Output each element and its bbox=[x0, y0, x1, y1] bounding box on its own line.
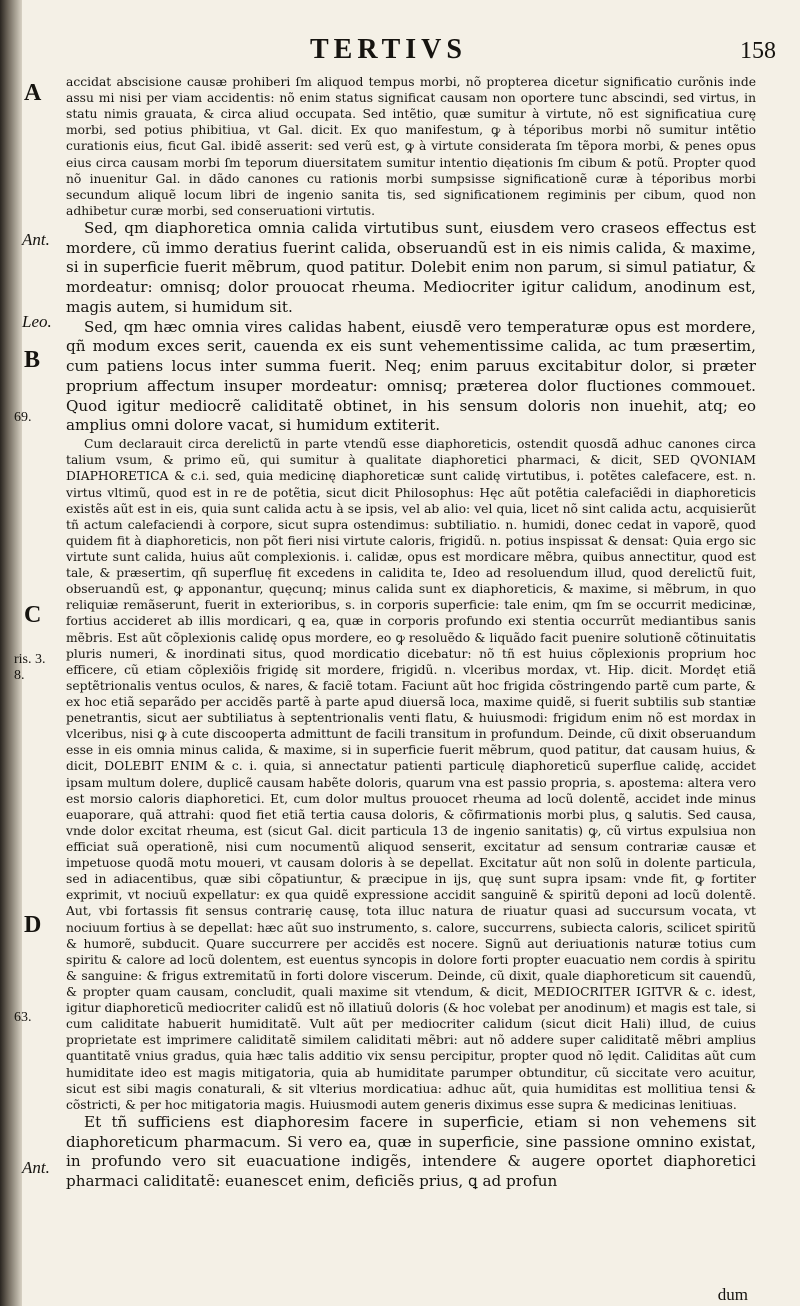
margin-ref-63: 63. bbox=[14, 1010, 32, 1025]
section-letter-b: B bbox=[24, 347, 41, 373]
margin-note-ant: Ant. bbox=[22, 230, 50, 249]
margin-ref-ris3: ris. 3. bbox=[14, 652, 46, 667]
text-body bbox=[66, 74, 756, 1192]
margin-note-ant-2: Ant. bbox=[22, 1158, 50, 1177]
catchword: dum bbox=[717, 1285, 748, 1304]
margin-ref-69: 69. bbox=[14, 410, 32, 425]
paragraph-text-leoniceno: Sed, qm hæc omnia vires calidas habent, eiusdẽ vero temperaturæ opus est mordere, qñ modum exces serit, cauenda ex eis sunt vehementissime calida, ac tum præsertim, cum patiens locus inter summa fuerit. Neq; enim paruus excitabitur dolor, si præter proprium affectum insuper mordeatur: omnisq; præterea dolor fluctiones commouet. Quod igitur mediocrẽ caliditatẽ obtinet, in his sensum doloris non inuehit, atq; eo amplius omni dolore vacat, si humidum extiterit. bbox=[66, 317, 756, 435]
paragraph-commentary: Cum declarauit circa derelictũ in parte vtendũ esse diaphoreticis, ostendit quosdã adhuc canones circa talium vsum, & primo eũ, qui sumitur à qualitate diaphoretici pharmaci, & dicit, SED QVONIAM DIAPHORETICA & c.i. sed, quia medicinę diaphoreticæ sunt calidę virtutibus, i. potẽtes calefacere, est. n. virtus vltimũ, quod est in re de potẽtia, sicut dicit Philosophus: Hęc aũt potẽtia calefaciẽdi in diaphoreticis existẽs aũt est in eis, quia sunt calida actu à se ipsis, vel ab alio: vel quia, licet nõ sint calida actu, acquisierũt tñ actum calefaciendi à corpore, sicut supra ostendimus: subtiliatio. n. humidi, donec cedat in vaporẽ, quod quidem fit à diaphoreticis, non põt fieri nisi virtute caloris, frigidũ. n. potius inspissat & densat: Quia ergo sic virtute sunt calida, huius aũt complexionis. i. calidæ, opus est mordicare mẽbra, quibus annectitur, quod est tale, & præsertim, qñ superfluę fit excedens in calidita te, Ideo ad resoluendum illud, quod derelictũ fuit, obseruandũ est, ꝙ apponantur, quęcunq; minus calida sunt ex diaphoreticis, & maxime, si mẽbrum, in quo reliquiæ remãserunt, fuerit in exterioribus, s. in corporis superficie: tale enim, qm ſm se occurrit medicinæ, fortius accideret ab illis mordicari, ꝗ ea, quæ in corporis profundo exi stentia occurrũt mediantibus sanis mẽbris. Est aũt cõplexionis calidę opus mordere, eo ꝙ resoluẽdo & liquãdo facit puenire solutionẽ cõtinuitatis pluris numeri, & inordinati situs, quod mordicatio dicebatur: nõ tñ est huius cõplexionis proprium hoc efficere, cũ etiam cõplexiõis frigidę sit mordere, frigidũ. n. vlceribus mordax, vt. Hip. dicit. Mordęt etiã septẽtrionalis ventus oculos, & nares, & faciẽ totam. Faciunt aũt hoc frigida cõstringendo partẽ cum parte, & ex hoc etiã separãdo per accidẽs partẽ à parte apud diuersã loca, maxime quidẽ, si fuerit subtilis sub stantiæ penetrantis, sicut aer subtiliatus à septentrionalis venti flatu, & huiusmodi: frigidum enim nõ est mordax in vlceribus, nisi ꝙ à cute discooperta admittunt de facili transitum in profundum. Deinde, cũ dixit obseruandum esse in eis omnia minus calida, & maxime, si in superficie fuerit mẽbrum, quod patitur, dat causam huius, & dicit, DOLEBIT ENIM & c. i. quia, si annectatur patienti particulę diaphoreticũ superflue calidę, accidet ipsam multum dolere, duplicẽ causam habẽte doloris, quarum vna est passio propria, s. apostema: altera vero est morsio caloris diaphoretici. Et, cum dolor multus prouocet rheuma ad locũ dolentẽ, accidet inde minus euaporare, quã attrahi: quod fiet etiã tertia causa doloris, & cõfirmationis morbi plus, ꝗ salutis. Sed causa, vnde dolor excitat rheuma, est (sicut Gal. dicit particula 13 de ingenio sanitatis) ꝙ, cũ virtus expulsiua non efficiat suã operationẽ, nisi cum nocumentũ aliquod senserit, excitatur ad sensum contrariæ causæ et impetuose quodã motu moueri, vt causam doloris à se depellat. Excitatur aũt non solũ in dolente particula, sed in adiacentibus, quæ sibi cõpatiuntur, & præcipue in ijs, quę sunt supra ipsam: vnde fit, ꝙ fortiter exprimit, vt nociuũ expellatur: ex qua quidẽ expressione accidit sanguinẽ & spiritũ deponi ad locũ dolentẽ. Aut, vbi fortassis fit sensus contrarię causę, tota illuc natura de riuatur quasi ad succursum vocata, vt nociuum fortius à se depellat: hæc aũt suo instrumento, s. calore, succurrens, subiecta caloris, scilicet spiritũ & humorẽ, subducit. Quare succurrere per accidẽs est nocere. Signũ aut deriuationis naturæ totius cum spiritu & calore ad locũ dolentem, est euentus syncopis in dolore forti propter euacuatio nem cordis à spiritu & sanguine: & frigus extremitatũ in forti dolore viscerum. Deinde, cũ dixit, quale diaphoreticum sit cauendũ, & propter quam causam, concludit, quali maxime sit vtendum, & dicit, MEDIOCRITER IGITVR & c. idest, igitur diaphoreticũ mediocriter calidũ est nõ illatiuũ doloris (& hoc volebat per anodinum) et magis est tale, si cum caliditate habuerit humiditatẽ. Vult aũt per mediocriter calidum (sicut dicit Hali) illud, de cuius proprietate est imprimere caliditatẽ similem caliditati mẽbri: aut nõ addere super caliditatẽ mẽbri amplius quantitatẽ vnius gradus, quia hæc talis additio vix sensu percipitur, propter quod nõ lędit. Caliditas aũt cum humiditate ideo est magis mitigatoria, quia ab humiditate parumper obtunditur, cũ siccitate vero acuitur, sicut est sibi magis conaturali, & sit vlterius mordicatiua: adhuc aũt, quia humiditas est mollitiua tensi & cõstricti, & per hoc mitigatoria magis. Huiusmodi autem generis diximus esse supra & medicinas lenitiuas. bbox=[66, 437, 756, 1112]
page-number: 158 bbox=[740, 38, 776, 64]
section-letter-c: C bbox=[24, 602, 42, 628]
section-letter-d: D bbox=[24, 912, 42, 938]
margin-note-leo: Leo. bbox=[22, 312, 52, 331]
paragraph-commentary-intro: accidat abscisione causæ prohiberi ſm aliquod tempus morbi, nõ propterea dicetur significatio curõnis inde assu mi nisi per viam accidentis: nõ enim status significat causam non oportere tunc abscindi, sed virtus, in statu nimis grauata, & circa aliud occupata. Sed intẽtio, quæ sumitur à virtute, nõ est significatiua curę morbi, sed potius phibitiua, vt Gal. dicit. Ex quo manifestum, ꝙ à téporibus morbi nõ sumitur intẽtio curationis eius, ficut Gal. ibidẽ asserit: sed verũ est, ꝙ à virtute considerata ſm tẽpora morbi, & penes opus eius circa causam morbi ſm teporum diuersitatem sumitur intentio dięationis ſm cibum & potũ. Propter quod nõ inuenitur Gal. in dãdo canones cu rationis morbi sumpsisse significationẽ curæ à téporibus morbi secundum aliquẽ locum libri de ingenio sanita tis, sed significationem regiminis per cibum, quod non adhibetur curæ morbi, sed conseruationi virtutis. bbox=[66, 75, 756, 218]
margin-ref-8: 8. bbox=[14, 668, 25, 683]
paragraph-text-closing: Et tñ sufficiens est diaphoresim facere in superficie, etiam si non vehemens sit diaphoreticum pharmacum. Si vero ea, quæ in superficie, sine passione omnino existat, in profundo vero sit euacuatione indigẽs, intendere & augere oportet diaphoretici pharmaci caliditatẽ: euanescet enim, deficiẽs prius, ꝗ ad profun bbox=[66, 1112, 756, 1191]
running-head: TERTIVS bbox=[310, 34, 467, 65]
page-header bbox=[60, 34, 780, 74]
section-letter-a: A bbox=[24, 80, 42, 106]
margin-notes bbox=[6, 0, 61, 1306]
paragraph-text-antiqua: Sed, qm diaphoretica omnia calida virtutibus sunt, eiusdem vero craseos effectus est mordere, cũ immo deratius fuerint calida, obseruandũ est in eis nimis calida, & maxime, si in superficie fuerit mẽbrum, quod patitur. Dolebit enim non parum, si simul patiatur, & mordeatur: omnisq; dolor prouocat rheuma. Mediocriter igitur calidum, anodinum est, magis autem, si humidum sit. bbox=[66, 218, 756, 316]
